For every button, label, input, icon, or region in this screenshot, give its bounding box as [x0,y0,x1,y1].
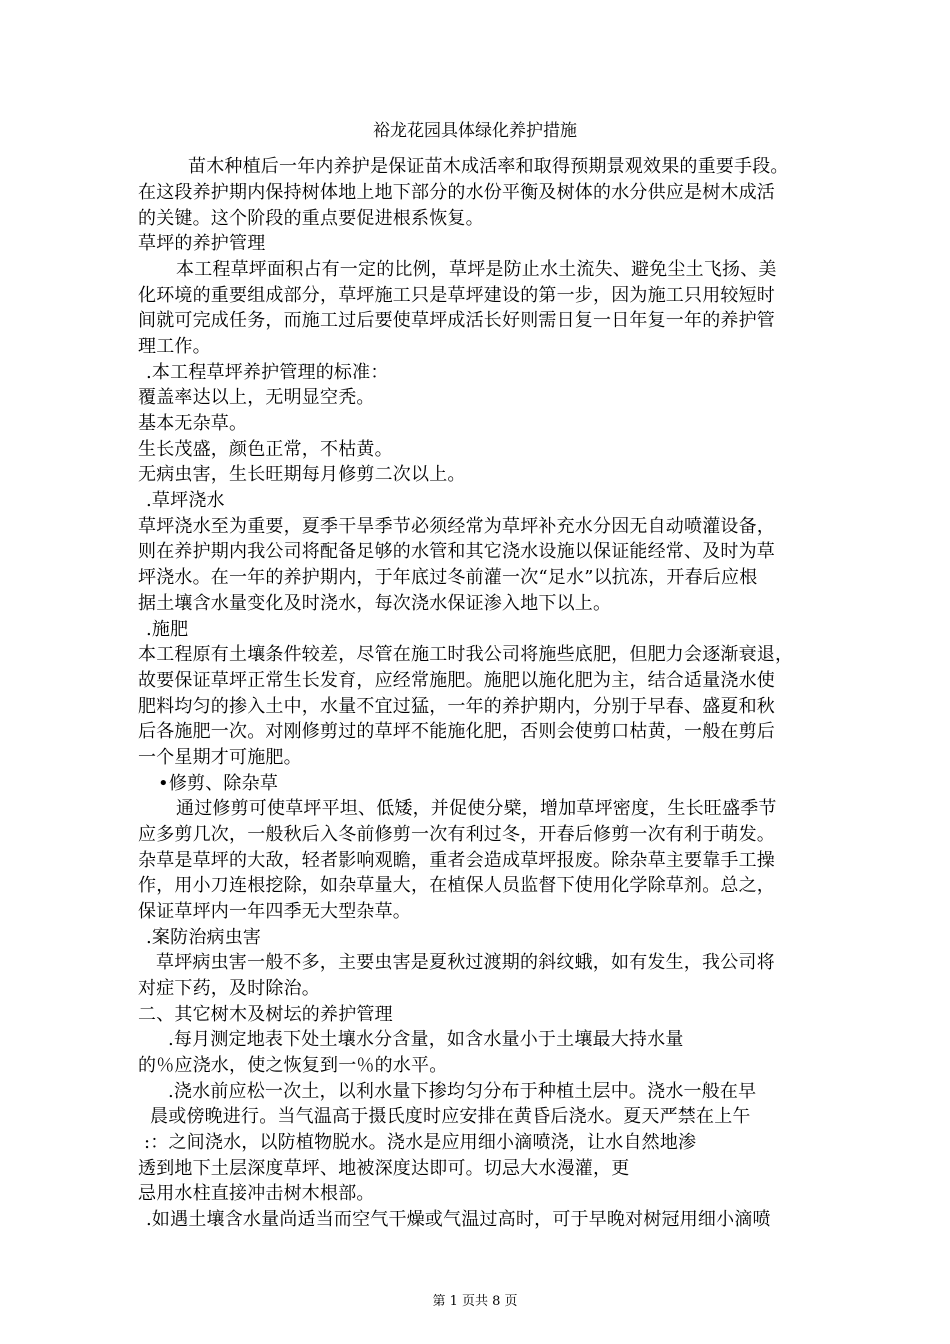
text-line: 理工作。 [138,336,211,357]
text-line: 杂草是草坪的大敌，轻者影响观瞻，重者会造成草坪报废。除杂草主要靠手工操 [138,850,775,871]
text-line: 后各施肥一次。对刚修剪过的草坪不能施化肥，否则会使剪口枯黄，一般在剪后 [138,721,775,742]
text-line: .如遇土壤含水量尚适当而空气干燥或气温过高时，可于早晚对树冠用细小滴喷 [146,1209,771,1230]
text-line: 作，用小刀连根挖除，如杂草量大，在植保人员监督下使用化学除草剂。总之， [138,875,775,896]
document-title: 裕龙花园具体绿化养护措施 [373,121,577,141]
text-line: 坪浇水。在一年的养护期内，于年底过冬前灌一次“足水”以抗冻，开春后应根 [138,567,758,588]
subsection-heading: •修剪、除杂草 [158,773,279,794]
text-line: 一个星期才可施肥。 [138,747,302,768]
text-line: 在这段养护期内保持树体地上地下部分的水份平衡及树体的水分供应是树木成活 [138,182,775,203]
text-line: 生长茂盛，颜色正常，不枯黄。 [138,439,393,460]
text-line: 本工程草坪面积占有一定的比例，草坪是防止水土流失、避免尘土飞扬、美 [176,259,777,280]
subsection-heading: .本工程草坪养护管理的标准： [146,362,389,383]
text-line: 晨或傍晚进行。当气温高于摄氏度时应安排在黄昏后浇水。夏天严禁在上午 [150,1106,751,1127]
subsection-heading: .施肥 [146,619,189,640]
text-line: 无病虫害，生长旺期每月修剪二次以上。 [138,464,466,485]
text-line: 通过修剪可使草坪平坦、低矮，并促使分檗，增加草坪密度，生长旺盛季节 [176,798,777,819]
text-line: 对症下药，及时除治。 [138,978,320,999]
text-line: 肥料均匀的掺入土中，水量不宜过猛，一年的养护期内，分别于早春、盛夏和秋 [138,696,775,717]
text-line: 则在养护期内我公司将配备足够的水管和其它浇水设施以保证能经常、及时为草 [138,541,775,562]
text-line: 的关键。这个阶段的重点要促进根系恢复。 [138,208,484,229]
text-line: 保证草坪内一年四季无大型杂草。 [138,901,411,922]
section-heading: 二、其它树木及树坛的养护管理 [138,1004,393,1025]
text-line: 基本无杂草。 [138,413,248,434]
section-heading: 草坪的养护管理 [138,233,266,254]
text-line: 应多剪几次，一般秋后入冬前修剪一次有利过冬，开春后修剪一次有利于萌发。 [138,824,775,845]
text-line: :：之间浇水，以防植物脱水。浇水是应用细小滴喷浇，让水自然地渗 [144,1132,697,1153]
text-line: 苗木种植后一年内养护是保证苗木成活率和取得预期景观效果的重要手段。 [188,156,789,177]
text-line: 忌用水柱直接冲击树木根部。 [138,1183,375,1204]
text-line: 透到地下土层深度草坪、地被深度达即可。切忌大水漫灌，更 [138,1158,630,1179]
text-line: 覆盖率达以上，无明显空秃。 [138,387,375,408]
subsection-heading: .案防治病虫害 [146,927,262,948]
text-line: 故要保证草坪正常生长发育，应经常施肥。施肥以施化肥为主，结合适量浇水使 [138,670,775,691]
text-line: 本工程原有土壤条件较差，尽管在施工时我公司将施些底肥，但肥力会逐渐衰退， [138,644,794,665]
text-line: .每月测定地表下处土壤水分含量，如含水量小于土壤最大持水量 [168,1029,684,1050]
page-number-footer: 第 1 页共 8 页 [432,1294,518,1309]
text-line: .浇水前应松一次土，以利水量下掺均匀分布于种植土层中。浇水一般在早 [168,1081,757,1102]
text-line: 的％应浇水，使之恢复到一％的水平。 [138,1055,448,1076]
subsection-heading: .草坪浇水 [146,490,225,511]
text-line: 间就可完成任务，而施工过后要使草坪成活长好则需日复一日年复一年的养护管 [138,310,775,331]
text-line: 据土壤含水量变化及时浇水，每次浇水保证渗入地下以上。 [138,593,612,614]
text-line: 化环境的重要组成部分，草坪施工只是草坪建设的第一步，因为施工只用较短时 [138,285,775,306]
text-line: 草坪浇水至为重要，夏季干旱季节必须经常为草坪补充水分因无自动喷灌设备， [138,516,775,537]
text-line: 草坪病虫害一般不多，主要虫害是夏秋过渡期的斜纹蛾，如有发生，我公司将 [156,952,775,973]
